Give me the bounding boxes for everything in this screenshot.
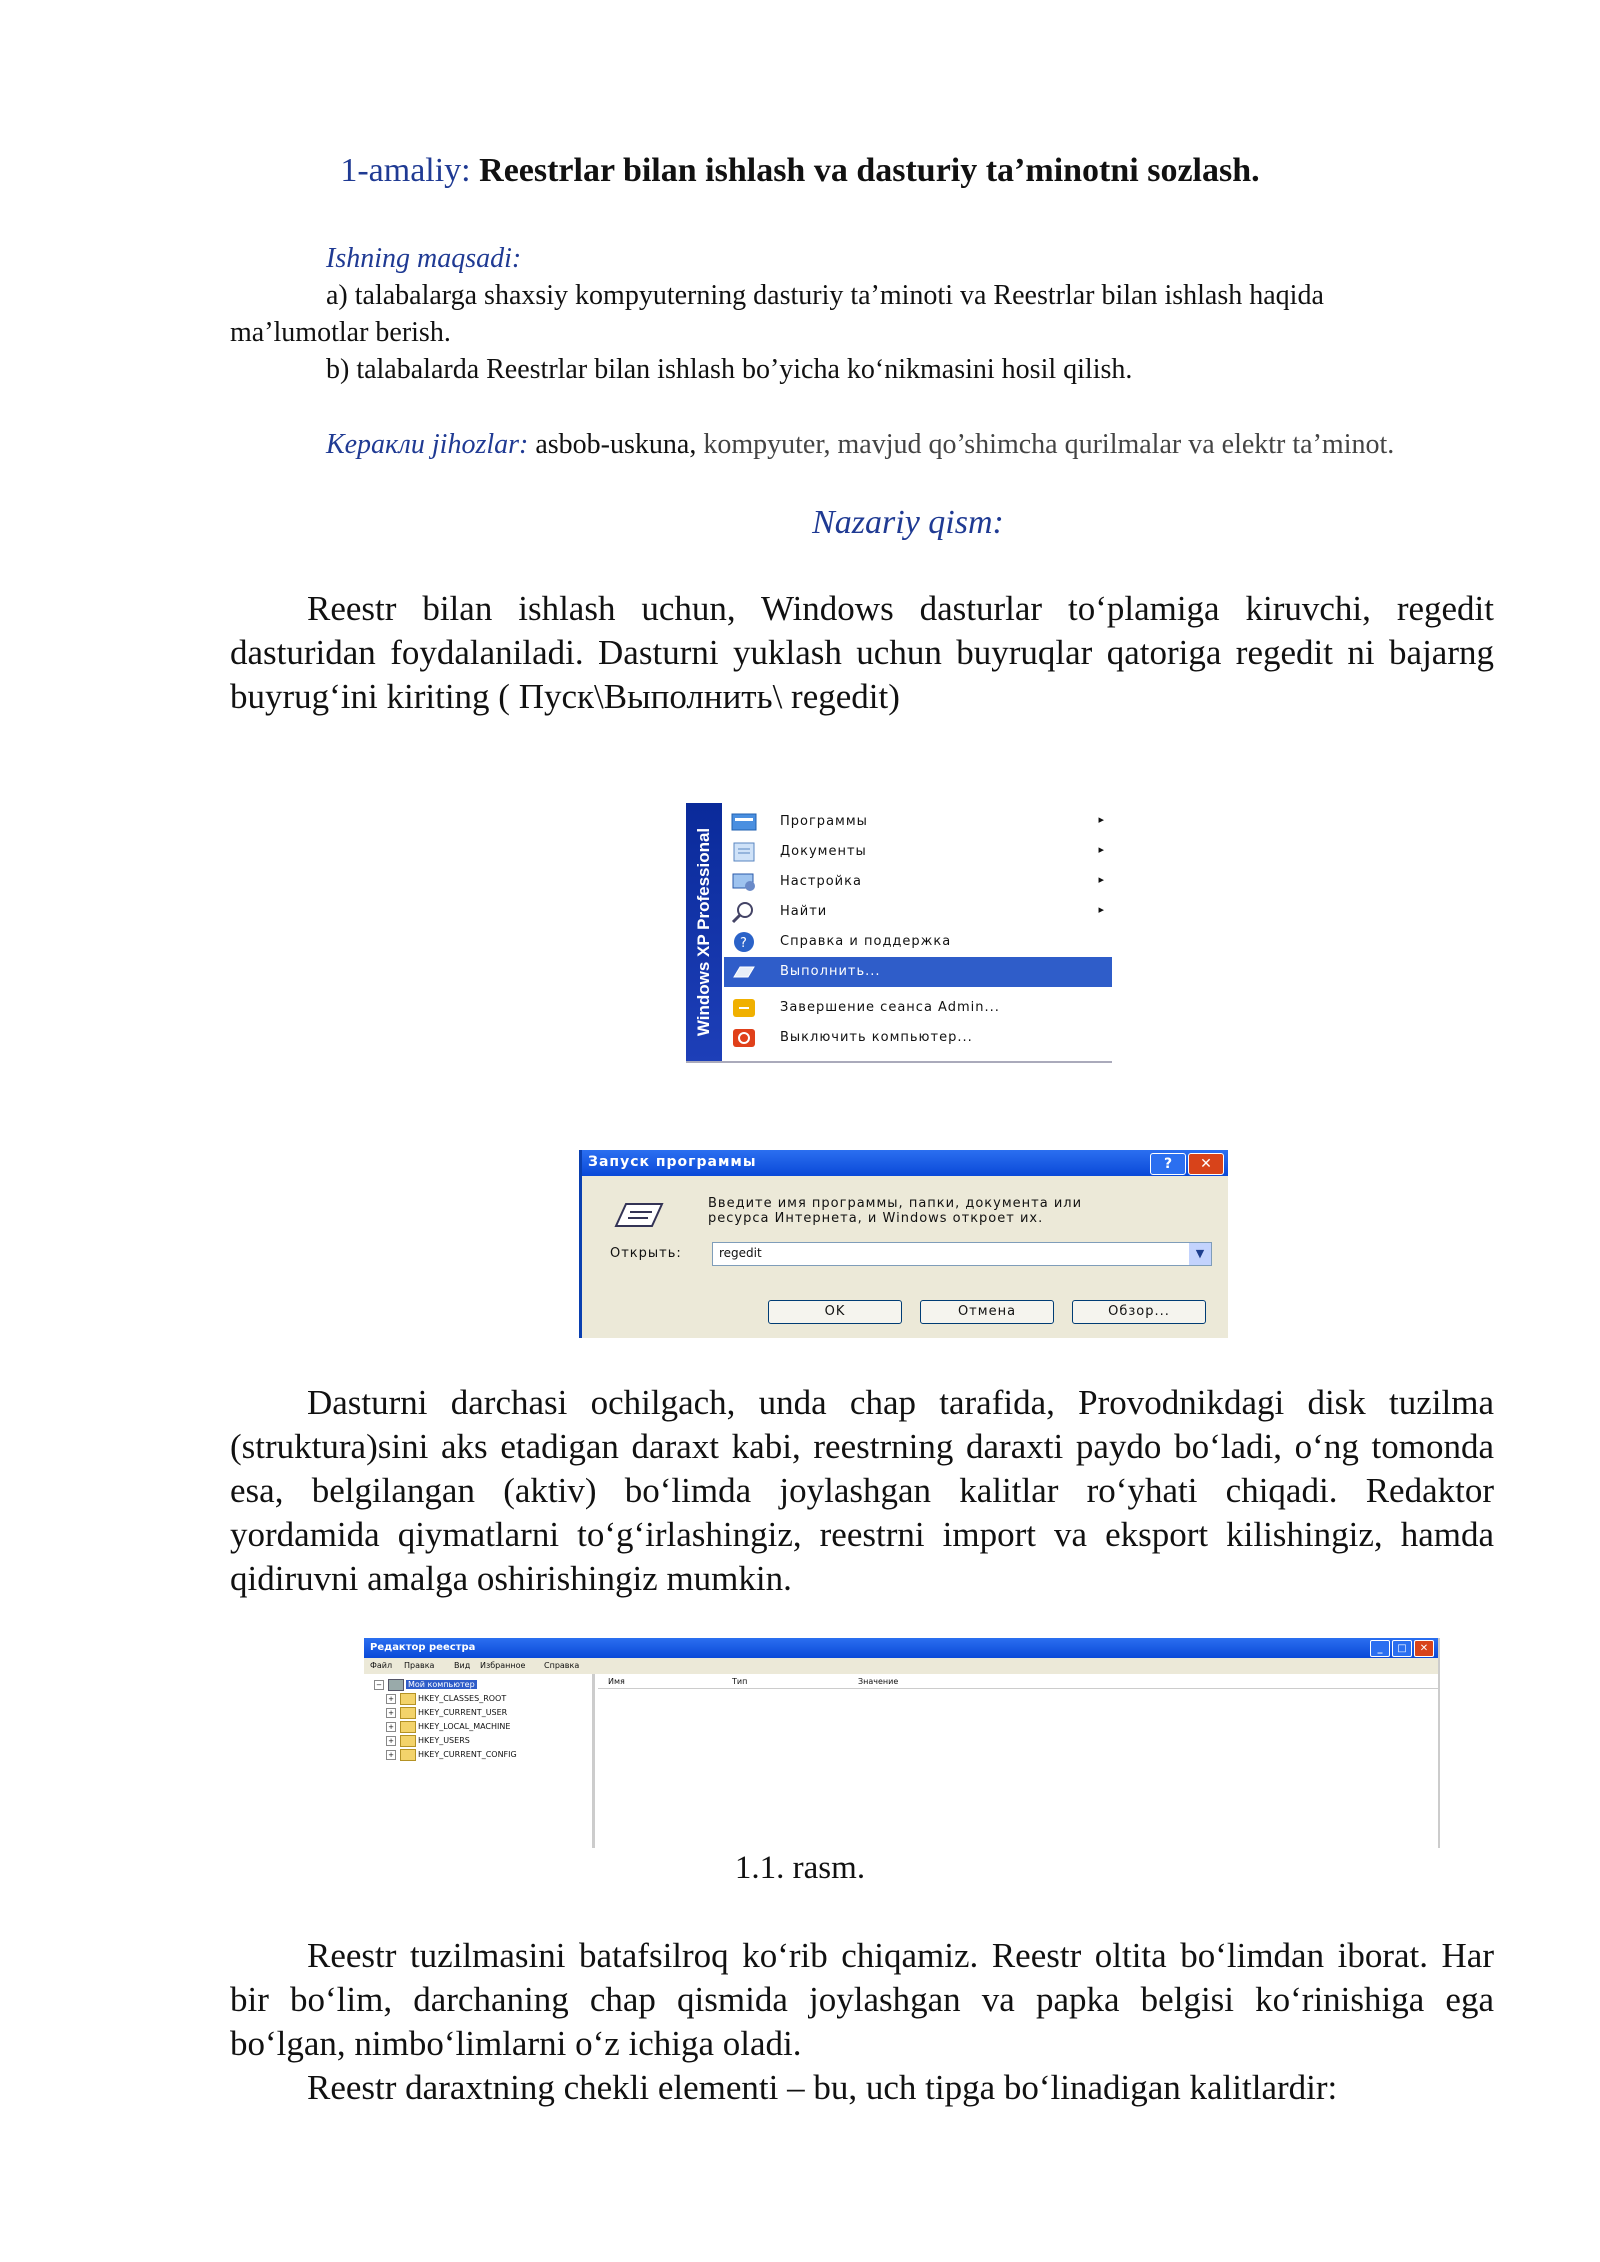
menu-edit[interactable]: Правка: [404, 1661, 435, 1670]
menu-item-shutdown[interactable]: [730, 1023, 1110, 1053]
expand-icon[interactable]: +: [386, 1694, 396, 1704]
paragraph-3: Reestr tuzilmasini batafsilroq ko‘rib chiqamiz. Reestr oltita bo‘limdan iborat. Har bir bo‘lim, darchaning chap qismida joylashgan va papka belgisi ko‘rinishiga ega bo‘lgan, nimbo‘limlarni o‘z ichiga oladi.: [230, 1936, 1494, 2063]
sidebar-text: Windows XP Professional: [694, 827, 713, 1037]
description-line: ресурса Интернета, и Windows откроет их.: [708, 1211, 1044, 1226]
run-icon: [610, 1200, 666, 1230]
close-icon[interactable]: ✕: [1414, 1640, 1434, 1657]
regedit-screenshot: [364, 1638, 1440, 1848]
figure-caption: 1.1. rasm.: [734, 1850, 866, 1886]
menu-item-settings[interactable]: [730, 867, 1110, 897]
menu-favorites[interactable]: Избранное: [480, 1661, 526, 1670]
submenu-arrow-icon: ▸: [1098, 903, 1104, 916]
documents-icon: [730, 840, 758, 864]
chevron-down-icon[interactable]: ▼: [1189, 1243, 1211, 1265]
computer-icon: [388, 1679, 404, 1691]
goal-b: b) talabalarda Reestrlar bilan ishlash bo’yicha ko‘nikmasini hosil qilish.: [326, 354, 1133, 385]
description-line: Введите имя программы, папки, документа или: [708, 1196, 1083, 1211]
cancel-button[interactable]: Отмена: [920, 1300, 1054, 1324]
dialog-titlebar: [582, 1150, 1228, 1176]
page-title: [0, 152, 1600, 190]
menu-item-label: Выполнить...: [780, 964, 881, 979]
folder-icon: [400, 1735, 416, 1747]
registry-tree: [364, 1674, 595, 1848]
open-value: regedit: [719, 1246, 762, 1260]
equipment-text-b: kompyuter, mavjud qo’shimcha qurilmalar va elektr ta’minot.: [703, 429, 1395, 460]
tree-root-label: Мой компьютер: [408, 1680, 475, 1689]
dialog-title: Запуск программы: [588, 1154, 757, 1170]
submenu-arrow-icon: ▸: [1098, 843, 1104, 856]
equipment-paragraph: [230, 426, 1492, 463]
menu-item-label: Настройка: [780, 874, 862, 889]
equipment-text-a: asbob-uskuna,: [535, 429, 697, 460]
values-list-header: [598, 1674, 1438, 1689]
menu-item-logoff[interactable]: [730, 993, 1110, 1023]
menu-item-help[interactable]: [730, 927, 1110, 957]
paragraph-2: Dasturni darchasi ochilgach, unda chap tarafida, Provodnikdagi disk tuzilma (struktura)sini aks etadigan daraxt kabi, reestrning daraxti paydo bo‘ladi, o‘ng tomonda esa, belgilangan (aktiv) bo‘limda joylashgan kalitlar ro‘yhati chiqadi. Redaktor yordamida qiymatlarni to‘g‘irlashingiz, reestrni import va eksport kilishingiz, hamda qidiruvni amalga oshirishingiz mumkin.: [230, 1383, 1494, 1598]
menu-item-label: Найти: [780, 904, 828, 919]
start-menu-screenshot: [686, 803, 1112, 1063]
tree-item-label: HKEY_CLASSES_ROOT: [418, 1694, 507, 1703]
folder-icon: [400, 1693, 416, 1705]
menu-file[interactable]: Файл: [370, 1661, 393, 1670]
submenu-arrow-icon: ▸: [1098, 813, 1104, 826]
regedit-title: Редактор реестра: [370, 1642, 476, 1653]
menu-item-documents[interactable]: [730, 837, 1110, 867]
start-menu-sidebar: [686, 803, 722, 1061]
equipment-label: Кepaкли jihozlar:: [326, 429, 529, 460]
regedit-titlebar: [364, 1638, 1438, 1658]
expand-icon[interactable]: +: [386, 1736, 396, 1746]
help-icon: [730, 930, 758, 954]
submenu-arrow-icon: ▸: [1098, 873, 1104, 886]
menu-item-label: Программы: [780, 814, 868, 829]
menu-view[interactable]: Вид: [454, 1661, 471, 1670]
close-button[interactable]: ✕: [1188, 1153, 1224, 1175]
column-type[interactable]: Тип: [732, 1677, 748, 1686]
shutdown-icon: [730, 1026, 758, 1050]
expand-icon[interactable]: +: [386, 1722, 396, 1732]
folder-icon: [400, 1721, 416, 1733]
lesson-number: 1-amaliy:: [340, 152, 471, 189]
goal-a-line2: ma’lumotlar berish.: [230, 317, 451, 348]
goal-a-line1: a) talabalarga shaxsiy kompyuterning dasturiy ta’minoti va Reestrlar bilan ishlash haqida: [326, 280, 1324, 311]
expand-icon[interactable]: +: [386, 1708, 396, 1718]
paragraph-4: Reestr daraxtning chekli elementi – bu, uch tipga bo‘linadigan kalitlardir:: [307, 2068, 1338, 2107]
tree-item-label: HKEY_CURRENT_CONFIG: [418, 1750, 517, 1759]
collapse-icon[interactable]: −: [374, 1680, 384, 1690]
menu-item-search[interactable]: [730, 897, 1110, 927]
expand-icon[interactable]: +: [386, 1750, 396, 1760]
run-dialog-screenshot: [579, 1150, 1228, 1338]
search-icon: [730, 900, 758, 924]
tree-item-label: HKEY_LOCAL_MACHINE: [418, 1722, 511, 1731]
regedit-menubar: [364, 1658, 1438, 1674]
menu-item-programs[interactable]: [730, 807, 1110, 837]
column-name[interactable]: Имя: [608, 1677, 625, 1686]
maximize-icon[interactable]: □: [1392, 1640, 1412, 1657]
folder-icon: [400, 1707, 416, 1719]
goal-label: Ishning maqsadi:: [326, 243, 522, 274]
menu-item-run[interactable]: [724, 957, 1112, 987]
menu-item-label: Завершение сеанса Admin...: [780, 1000, 1000, 1015]
menu-item-label: Документы: [780, 844, 867, 859]
tree-item-label: HKEY_USERS: [418, 1736, 470, 1745]
minimize-icon[interactable]: _: [1370, 1640, 1390, 1657]
menu-help[interactable]: Справка: [544, 1661, 580, 1670]
dialog-description: [708, 1196, 1082, 1226]
help-button[interactable]: ?: [1150, 1153, 1186, 1175]
logoff-icon: [730, 996, 758, 1020]
svg-text:?: ?: [740, 936, 747, 951]
browse-button[interactable]: Обзор...: [1072, 1300, 1206, 1324]
settings-icon: [730, 870, 758, 894]
menu-item-label: Справка и поддержка: [780, 934, 952, 949]
lesson-title: Reestrlar bilan ishlash va dasturiy ta’minotni sozlash.: [479, 152, 1260, 189]
section-title: Nazariy qism:: [812, 504, 1004, 541]
column-value[interactable]: Значение: [858, 1677, 899, 1686]
paragraph-1: Reestr bilan ishlash uchun, Windows dasturlar to‘plamiga kiruvchi, regedit dasturidan foydalaniladi. Dasturni yuklash uchun buyruqlar qatoriga regedit ni bajarng buyrug‘ini kiriting ( Пуск\Выполнить\ regedit): [230, 589, 1494, 716]
ok-button[interactable]: OK: [768, 1300, 902, 1324]
folder-icon: [400, 1749, 416, 1761]
tree-item-label: HKEY_CURRENT_USER: [418, 1708, 508, 1717]
run-icon: [730, 960, 758, 984]
open-combobox[interactable]: [712, 1242, 1212, 1266]
menu-item-label: Выключить компьютер...: [780, 1030, 973, 1045]
open-label: Открыть:: [610, 1246, 682, 1261]
programs-icon: [730, 810, 758, 834]
